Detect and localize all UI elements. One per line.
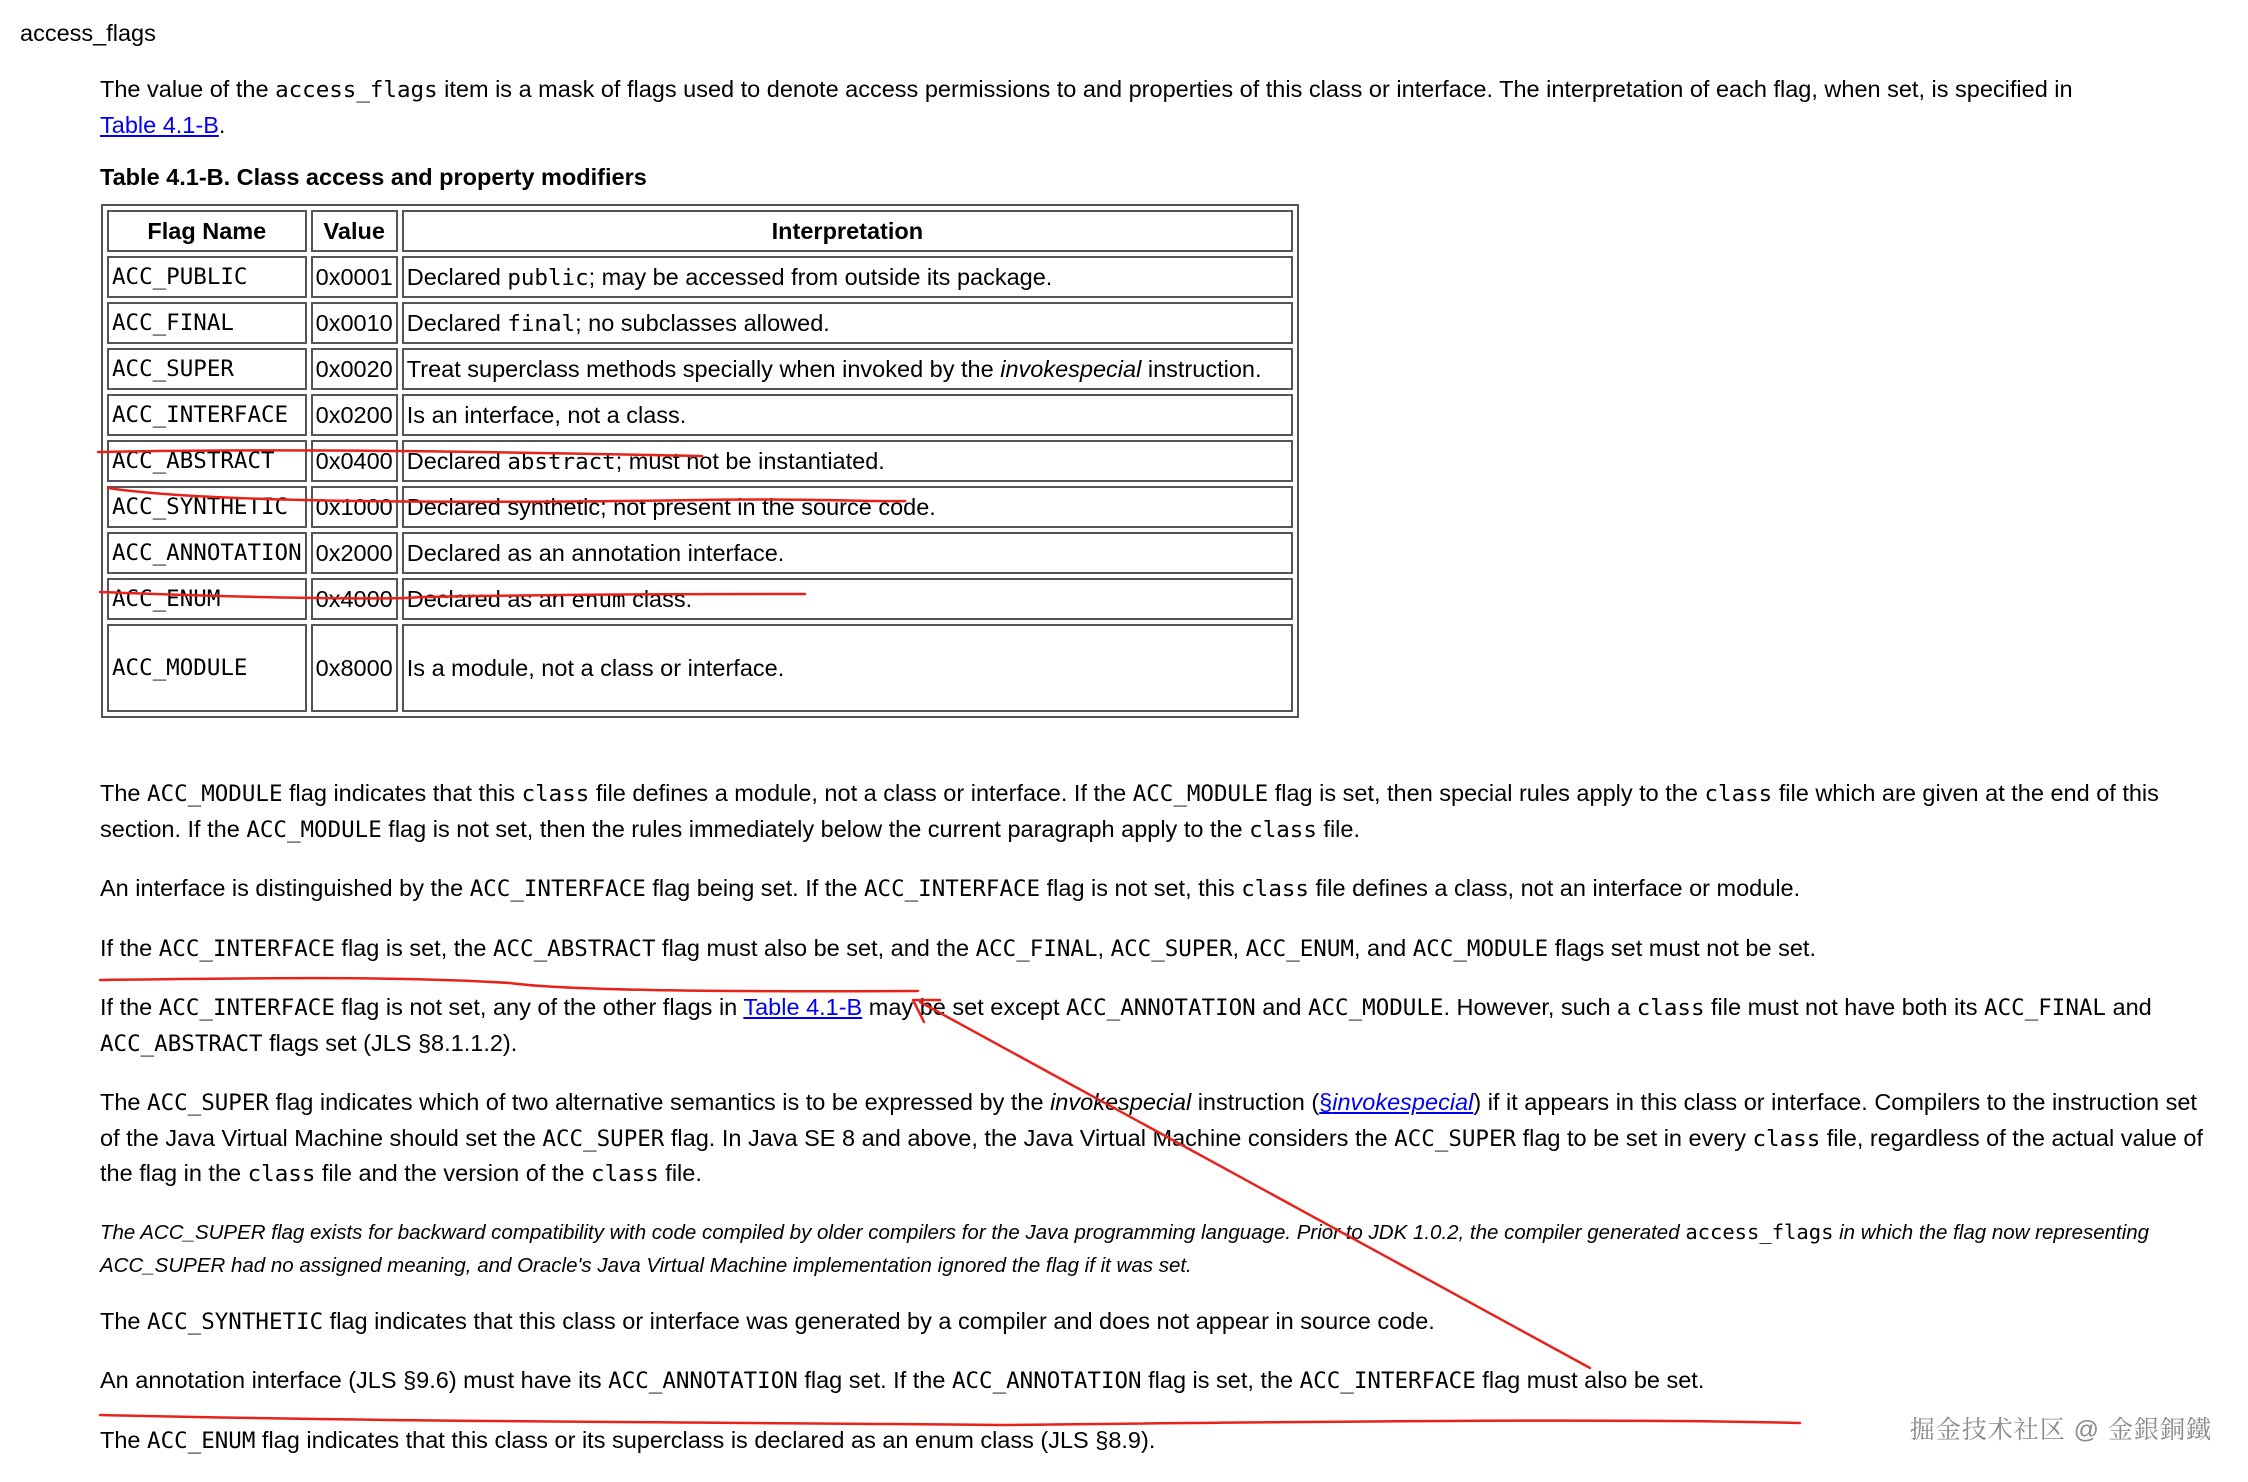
header-flag-name: Flag Name <box>107 210 307 252</box>
table-link[interactable]: Table 4.1-B <box>743 994 863 1020</box>
flag-value-cell: 0x0001 <box>311 256 398 298</box>
flag-name-cell: ACC_SYNTHETIC <box>107 486 307 528</box>
table-header-row <box>107 210 1293 252</box>
table-caption: Table 4.1-B. Class access and property modifiers <box>100 164 647 190</box>
table-row <box>107 348 1293 390</box>
inline-code: access_flags <box>275 77 438 103</box>
flag-interpretation-cell: Declared final; no subclasses allowed. <box>402 302 1293 344</box>
flag-interpretation-cell: Declared public; may be accessed from outside its package. <box>402 256 1293 298</box>
flag-name-cell: ACC_SUPER <box>107 348 307 390</box>
table-row <box>107 624 1293 712</box>
flag-value-cell: 0x1000 <box>311 486 398 528</box>
table-row <box>107 394 1293 436</box>
paragraph-interface-distinguished: An interface is distinguished by the ACC_INTERFACE flag being set. If the ACC_INTERFACE flag is not set, this class file defines a class, not an interface or module. <box>100 875 1801 902</box>
watermark: 掘金技术社区 @ 金銀銅鐵 <box>1909 1416 2212 1444</box>
flag-interpretation-cell: Treat superclass methods specially when invoked by the invokespecial instruction. <box>402 348 1293 390</box>
table-row <box>107 302 1293 344</box>
flag-interpretation-cell: Declared abstract; must not be instantiated. <box>402 440 1293 482</box>
intro-paragraph: The value of the access_flags item is a mask of flags used to denote access permissions to and properties of this class or interface. The interpretation of each flag, when set, is specified in Table 4.1-B. <box>100 76 2073 138</box>
flag-value-cell: 0x2000 <box>311 532 398 574</box>
paragraph-acc-module: The ACC_MODULE flag indicates that this class file defines a module, not a class or interface. If the ACC_MODULE flag is set, then special rules apply to the class file which are given at the end of this section. If the ACC_MODULE flag is not set, then the rules immediately below the current paragraph apply to the class file. <box>100 780 2159 843</box>
flag-name-cell: ACC_ENUM <box>107 578 307 620</box>
paragraph-annotation-interface: An annotation interface (JLS §9.6) must have its ACC_ANNOTATION flag set. If the ACC_ANNOTATION flag is set, the ACC_INTERFACE flag must also be set. <box>100 1367 1705 1394</box>
flag-interpretation-cell: Declared as an enum class. <box>402 578 1293 620</box>
flag-name-cell: ACC_ANNOTATION <box>107 532 307 574</box>
paragraph-acc-enum: The ACC_ENUM flag indicates that this class or its superclass is declared as an enum class (JLS §8.9). <box>100 1426 1156 1454</box>
table-row <box>107 256 1293 298</box>
paragraph-interface-not-set: If the ACC_INTERFACE flag is not set, any of the other flags in Table 4.1-B may be set except ACC_ANNOTATION and ACC_MODULE. However, such a class file must not have both its ACC_FINAL and ACC_ABSTRACT flags set (JLS §8.1.1.2). <box>100 994 2152 1057</box>
header-interpretation: Interpretation <box>402 210 1293 252</box>
table-link[interactable]: Table 4.1-B <box>100 111 219 138</box>
section-heading: access_flags <box>20 20 156 46</box>
flag-name-cell: ACC_MODULE <box>107 624 307 712</box>
header-value: Value <box>311 210 398 252</box>
table-row <box>107 486 1293 528</box>
flag-name-cell: ACC_INTERFACE <box>107 394 307 436</box>
flag-interpretation-cell: Declared synthetic; not present in the source code. <box>402 486 1293 528</box>
table-row <box>107 440 1293 482</box>
flag-interpretation-cell: Declared as an annotation interface. <box>402 532 1293 574</box>
invokespecial-link[interactable]: §invokespecial <box>1319 1089 1474 1115</box>
note-acc-super: The ACC_SUPER flag exists for backward compatibility with code compiled by older compilers for the Java programming language. Prior to JDK 1.0.2, the compiler generated access_flags in which the flag now representing ACC_SUPER had no assigned meaning, and Oracle's Java Virtual Machine implementation ignored the flag if it was set. <box>100 1219 2150 1277</box>
paragraph-acc-synthetic: The ACC_SYNTHETIC flag indicates that this class or interface was generated by a compiler and does not appear in source code. <box>100 1307 1435 1335</box>
table-row <box>107 578 1293 620</box>
flag-interpretation-cell: Is an interface, not a class. <box>402 394 1293 436</box>
flags-table <box>101 204 1299 718</box>
flag-value-cell: 0x0020 <box>311 348 398 390</box>
paragraph-acc-super: The ACC_SUPER flag indicates which of two alternative semantics is to be expressed by the invokespecial instruction (§invokespecial) if it appears in this class or interface. Compilers to the instruction set of the Java Virtual Machine should set the ACC_SUPER flag. In Java SE 8 and above, the Java Virtual Machine considers the ACC_SUPER flag to be set in every class file, regardless of the actual value of the flag in the class file and the version of the class file. <box>100 1089 2203 1187</box>
paragraph-interface-set: If the ACC_INTERFACE flag is set, the ACC_ABSTRACT flag must also be set, and the ACC_FINAL, ACC_SUPER, ACC_ENUM, and ACC_MODULE flags set must not be set. <box>100 934 1816 962</box>
flag-name-cell: ACC_ABSTRACT <box>107 440 307 482</box>
flag-name-cell: ACC_FINAL <box>107 302 307 344</box>
flag-value-cell: 0x8000 <box>311 624 398 712</box>
flag-value-cell: 0x0200 <box>311 394 398 436</box>
flag-interpretation-cell: Is a module, not a class or interface. <box>402 624 1293 712</box>
flag-value-cell: 0x4000 <box>311 578 398 620</box>
flag-value-cell: 0x0400 <box>311 440 398 482</box>
table-row <box>107 532 1293 574</box>
flag-name-cell: ACC_PUBLIC <box>107 256 307 298</box>
flag-value-cell: 0x0010 <box>311 302 398 344</box>
section-content <box>100 72 2210 1482</box>
